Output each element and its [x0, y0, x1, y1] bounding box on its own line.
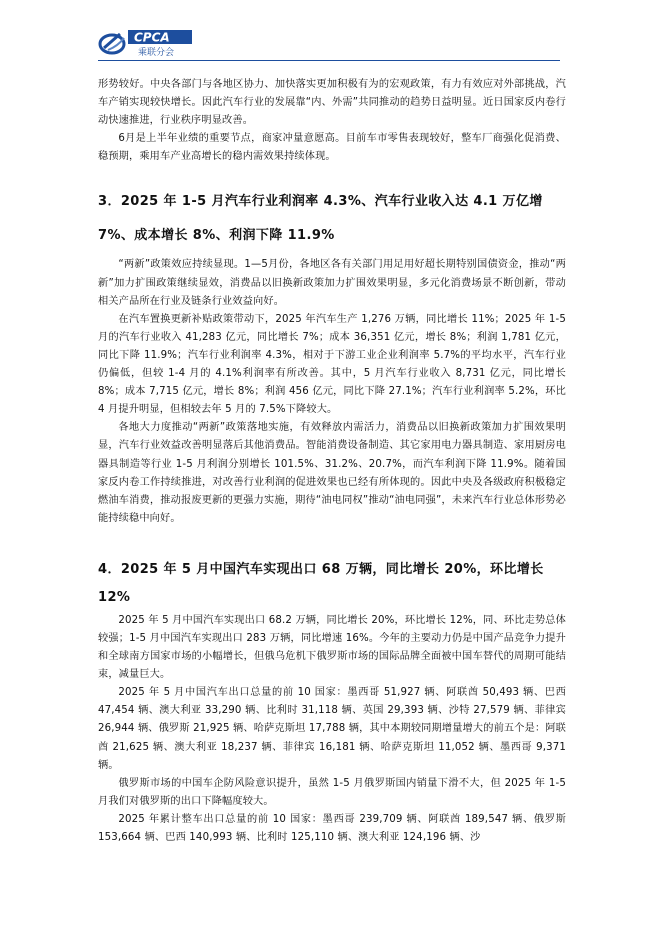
cpca-logo — [98, 26, 194, 58]
section-3-paragraph-3: 各地大力度推动“两新”政策落地实施，有效释放内需活力，消费品以旧换新政策加力扩围效果明显，汽车行业效益改善明显落后其他消费品。智能消费设备制造、其它家用电力器具制造、家用厨房电器具制造等行业 1-5 月利润分别增长 101.5%、31.2%、20.7%，而汽车利润下降 11.9%。随着国家反内卷工作持续推进，对改善行业利润的促进效果也已经有所体现的。因此中央及各级政府积极稳定燃油车消费，推动报废更新的更强力实施，期待“油电同权”推动“油电同强”，未来汽车行业总体形势必能持续稳中向好。 — [98, 422, 566, 524]
intro-paragraph-1: 形势较好。中央各部门与各地区协力、加快落实更加积极有为的宏观政策，有力有效应对外部挑战，汽车产销实现较快增长。因此汽车行业的发展靠“内、外需”共同推动的趋势日益明显。近日国家反内卷行动快速推进，行业秩序明显改善。 — [98, 79, 566, 127]
document-body — [98, 76, 566, 847]
section-4-paragraph-3: 俄罗斯市场的中国车企防风险意识提升，虽然 1-5 月俄罗斯国内销量下滑不大，但 2025 年 1-5 月我们对俄罗斯的出口下降幅度较大。 — [98, 777, 566, 807]
section-3-title: 3．2025 年 1-5 月汽车行业利润率 4.3%、汽车行业收入达 4.1 万亿增 — [98, 194, 543, 210]
section-3-paragraph-2: 在汽车置换更新补贴政策带动下，2025 年汽车生产 1,276 万辆，同比增长 11%；2025 年 1-5 月的汽车行业收入 41,283 亿元，同比增长 7%；成本 36,351 亿元，增长 8%；利润 1,781 亿元，同比下降 11.9%；汽车行业利润率 4.3%，相对于下游工业企业利润率 5.7%的平均水平，汽车行业仍偏低，但较 1-4 月的 4.1%利润率有所改善。其中，5 月汽车行业收入 8,731 亿元，同比增长 8%；成本 7,715 亿元，增长 8%；利润 456 亿元，同比下降 27.1%；汽车行业利润率 5.2%，环比 4 月提升明显，但相较去年 5 月的 7.5%下降较大。 — [98, 313, 566, 416]
section-4-paragraph-1: 2025 年 5 月中国汽车实现出口 68.2 万辆，同比增长 20%，环比增长 12%，同、环比走势总体较强；1-5 月中国汽车实现出口 283 万辆，同比增速 16%。今年的主要动力仍是中国产品竞争力提升和全球南方国家市场的小幅增长，但俄乌危机下俄罗斯市场的国际品牌全面被中国车替代的周期可能结束，减量巨大。 — [98, 614, 566, 681]
intro-paragraph-2: 6月是上半年业绩的重要节点，商家冲量意愿高。目前车市零售表现较好，整车厂商强化促消费、稳预期，乘用车产业高增长的稳内需效果持续体现。 — [98, 133, 566, 163]
svg-text:乘联分会: 乘联分会 — [138, 48, 175, 58]
cpca-emblem-icon — [98, 26, 194, 58]
section-3-paragraph-1: “两新”政策效应持续显现。1—5月份，各地区各有关部门用足用好超长期特别国债资金，推动“两新”加力扩围政策继续显效，消费品以旧换新政策加力扩围效果明显，多元化消费场景不断创新，带动相关产品所在行业及链条行业效益向好。 — [98, 259, 566, 307]
svg-text:CPCA: CPCA — [134, 30, 170, 45]
page-header — [98, 22, 560, 62]
section-4-paragraph-4: 2025 年累计整车出口总量的前 10 国家：墨西哥 239,709 辆、阿联酋 189,547 辆、俄罗斯 153,664 辆、巴西 140,993 辆、比利时 125,110 辆、澳大利亚 124,196 辆、沙 — [98, 813, 566, 843]
section-3-title-line2: 7%、成本增长 8%、利润下降 11.9% — [98, 228, 335, 244]
header-divider — [98, 60, 560, 61]
section-4-title: 4．2025 年 5 月中国汽车实现出口 68 万辆，同比增长 20%，环比增长 12% — [98, 561, 544, 605]
section-4-paragraph-2: 2025 年 5 月中国汽车出口总量的前 10 国家：墨西哥 51,927 辆、阿联酋 50,493 辆、巴西 47,454 辆、澳大利亚 33,290 辆、比利时 31,118 辆、英国 29,393 辆、沙特 27,579 辆、菲律宾 26,944 辆、俄罗斯 21,925 辆、哈萨克斯坦 17,788 辆，其中本期较同期增量增大的前五个是：阿联酋 21,625 辆、澳大利亚 18,237 辆、菲律宾 16,181 辆、哈萨克斯坦 11,052 辆、墨西哥 9,371 辆。 — [98, 687, 566, 771]
